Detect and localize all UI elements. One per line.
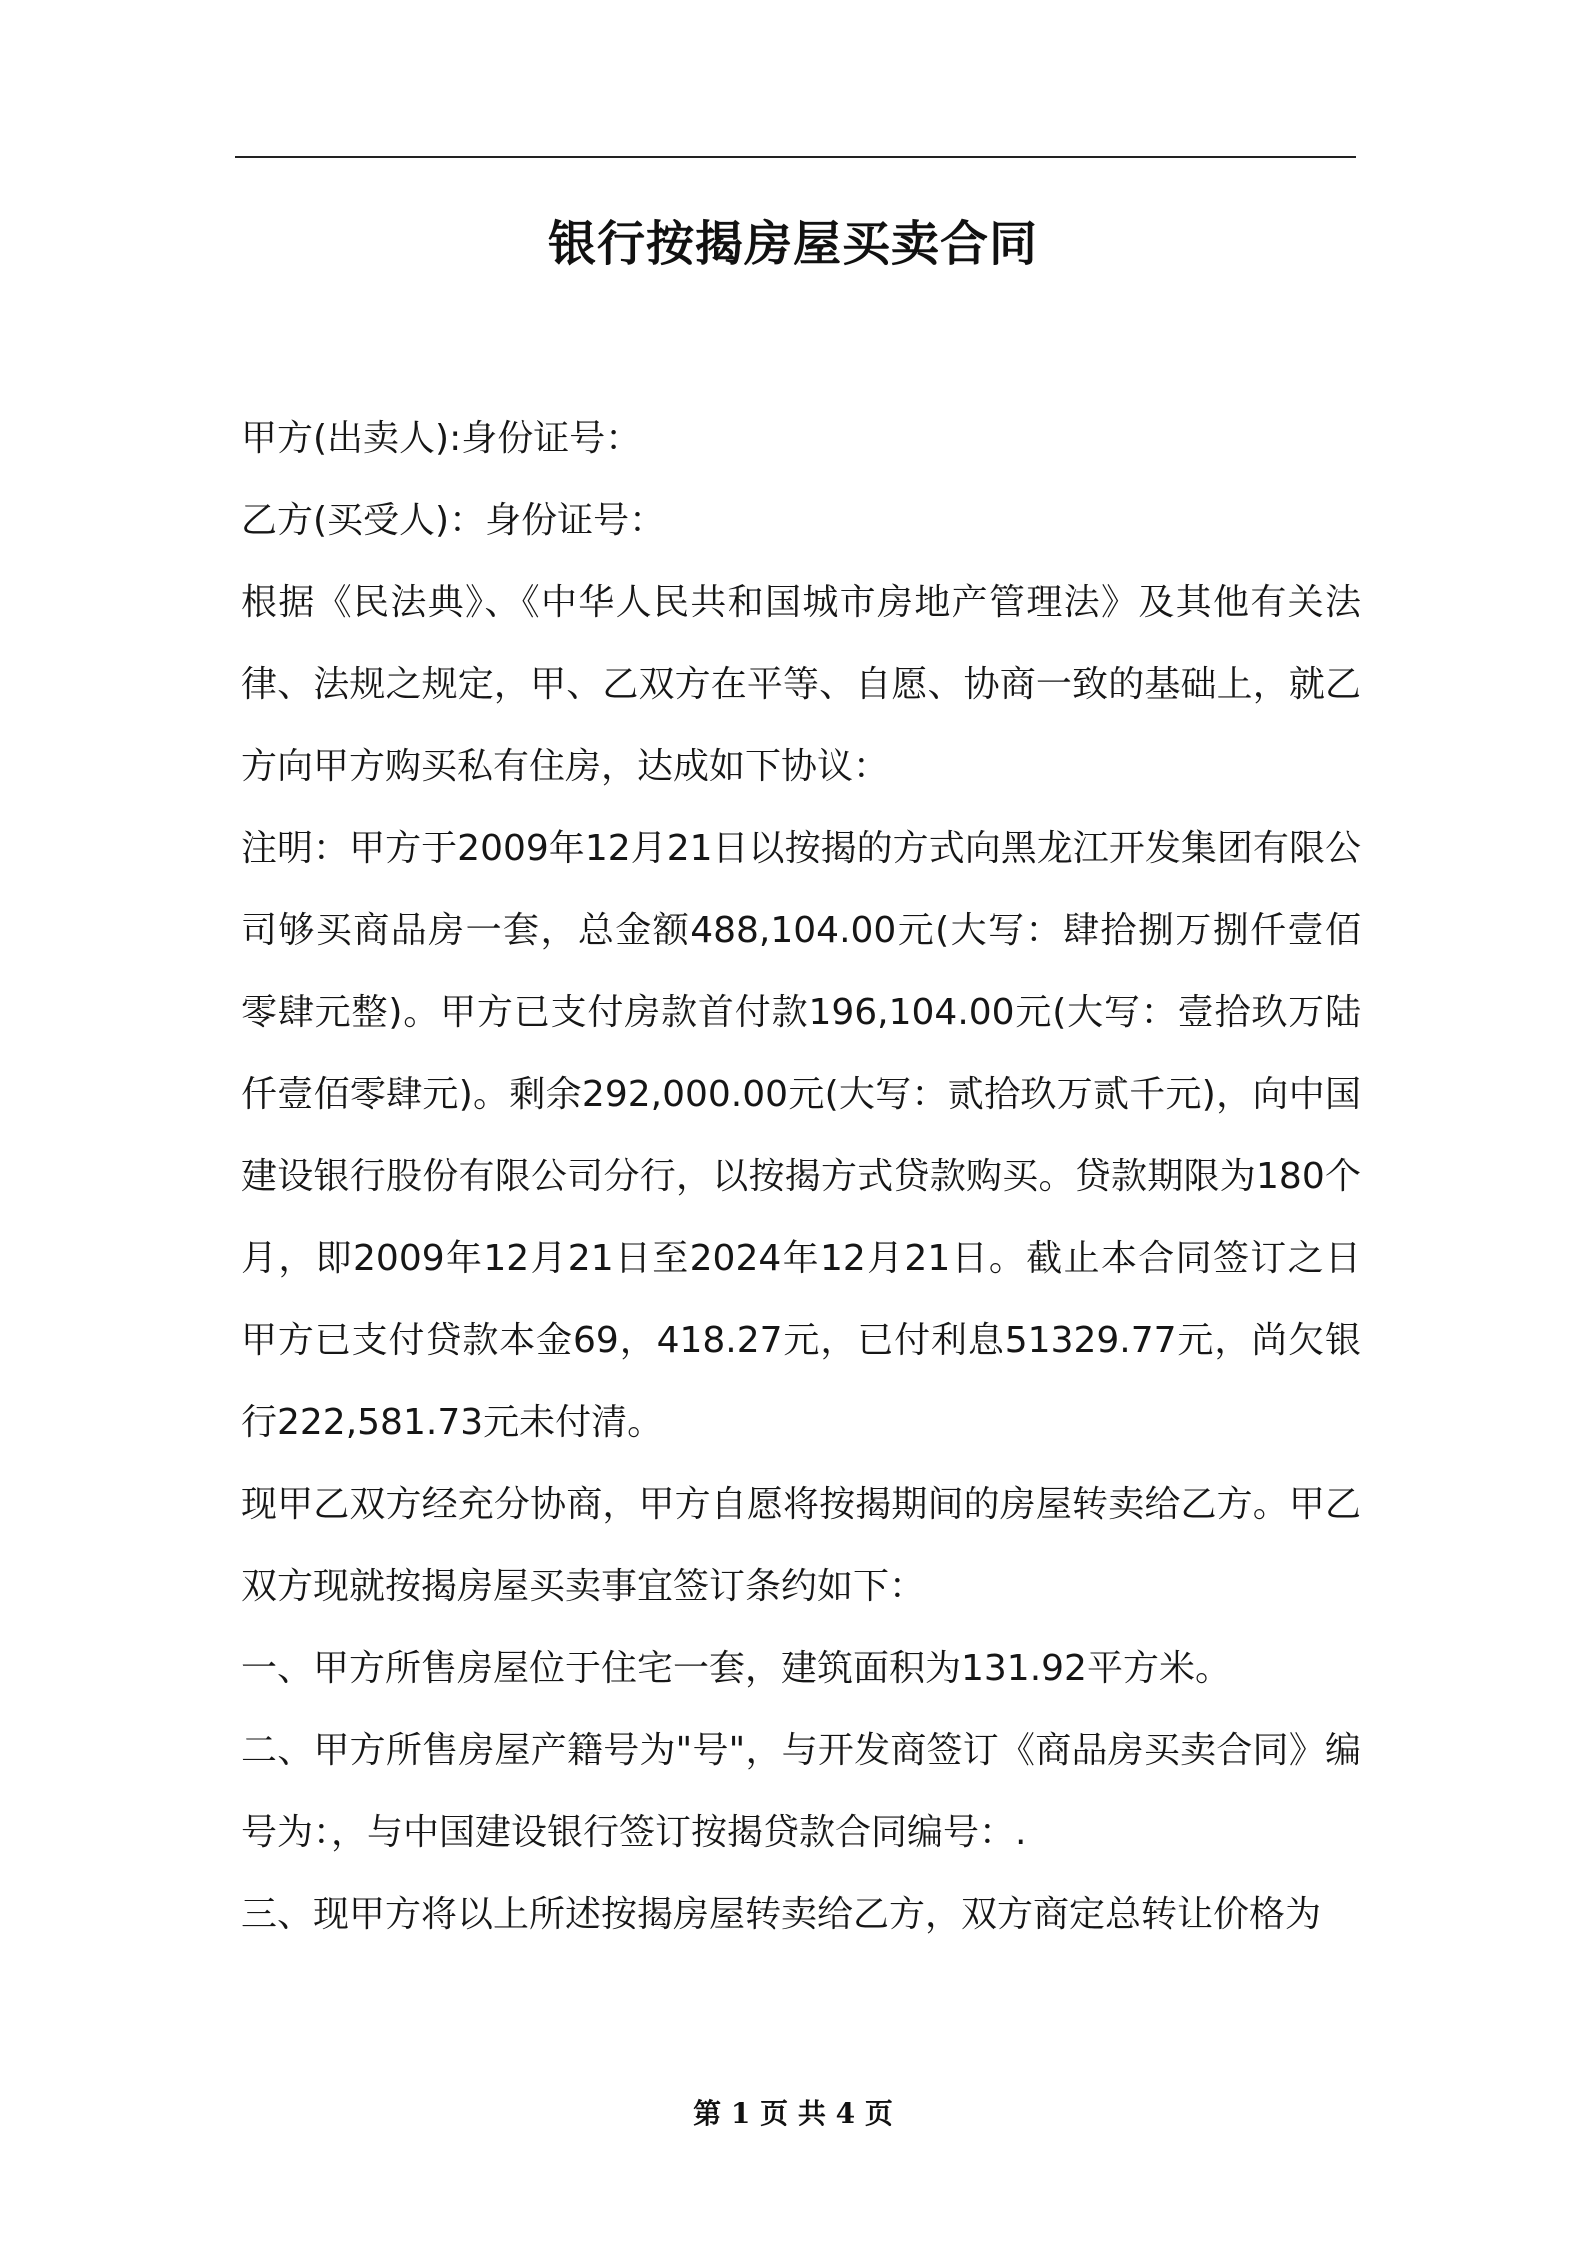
note-paragraph: 注明：甲方于2009年12月21日以按揭的方式向黑龙江开发集团有限公司够买商品房一套，总金额488,104.00元(大写：肆拾捌万捌仟壹佰零肆元整)。甲方已支付房款首付款196,104.00元(大写：壹拾玖万陆仟壹佰零肆元)。剩余292,000.00元(大写：贰拾玖万贰千元)，向中国建设银行股份有限公司分行，以按揭方式贷款购买。贷款期限为180个月，即2009年12月21日至2024年12月21日。截止本合同签订之日甲方已支付贷款本金69，418.27元，已付利息51329.77元，尚欠银行222,581.73元未付清。 xyxy=(241,828,1361,1443)
clause-2: 二、甲方所售房屋产籍号为"号"，与开发商签订《商品房买卖合同》编号为：，与中国建设银行签订按揭贷款合同编号：. xyxy=(241,1730,1361,1853)
legal-basis-paragraph: 根据《民法典》、《中华人民共和国城市房地产管理法》及其他有关法律、法规之规定，甲、乙双方在平等、自愿、协商一致的基础上，就乙方向甲方购买私有住房，达成如下协议： xyxy=(241,582,1361,787)
page-footer: 第 1 页 共 4 页 xyxy=(693,2097,893,2130)
document-title: 银行按揭房屋买卖合同 xyxy=(547,216,1038,272)
clause-1: 一、甲方所售房屋位于住宅一套，建筑面积为131.92平方米。 xyxy=(241,1648,1231,1689)
party-a-line: 甲方(出卖人):身份证号： xyxy=(241,418,642,459)
clause-3: 三、现甲方将以上所述按揭房屋转卖给乙方，双方商定总转让价格为 xyxy=(241,1894,1322,1935)
party-b-line: 乙方(买受人)：身份证号： xyxy=(241,500,666,541)
document-body xyxy=(241,398,1361,1956)
header-rule xyxy=(235,156,1356,158)
agreement-intro-paragraph: 现甲乙双方经充分协商，甲方自愿将按揭期间的房屋转卖给乙方。甲乙双方现就按揭房屋买卖事宜签订条约如下： xyxy=(241,1484,1361,1607)
